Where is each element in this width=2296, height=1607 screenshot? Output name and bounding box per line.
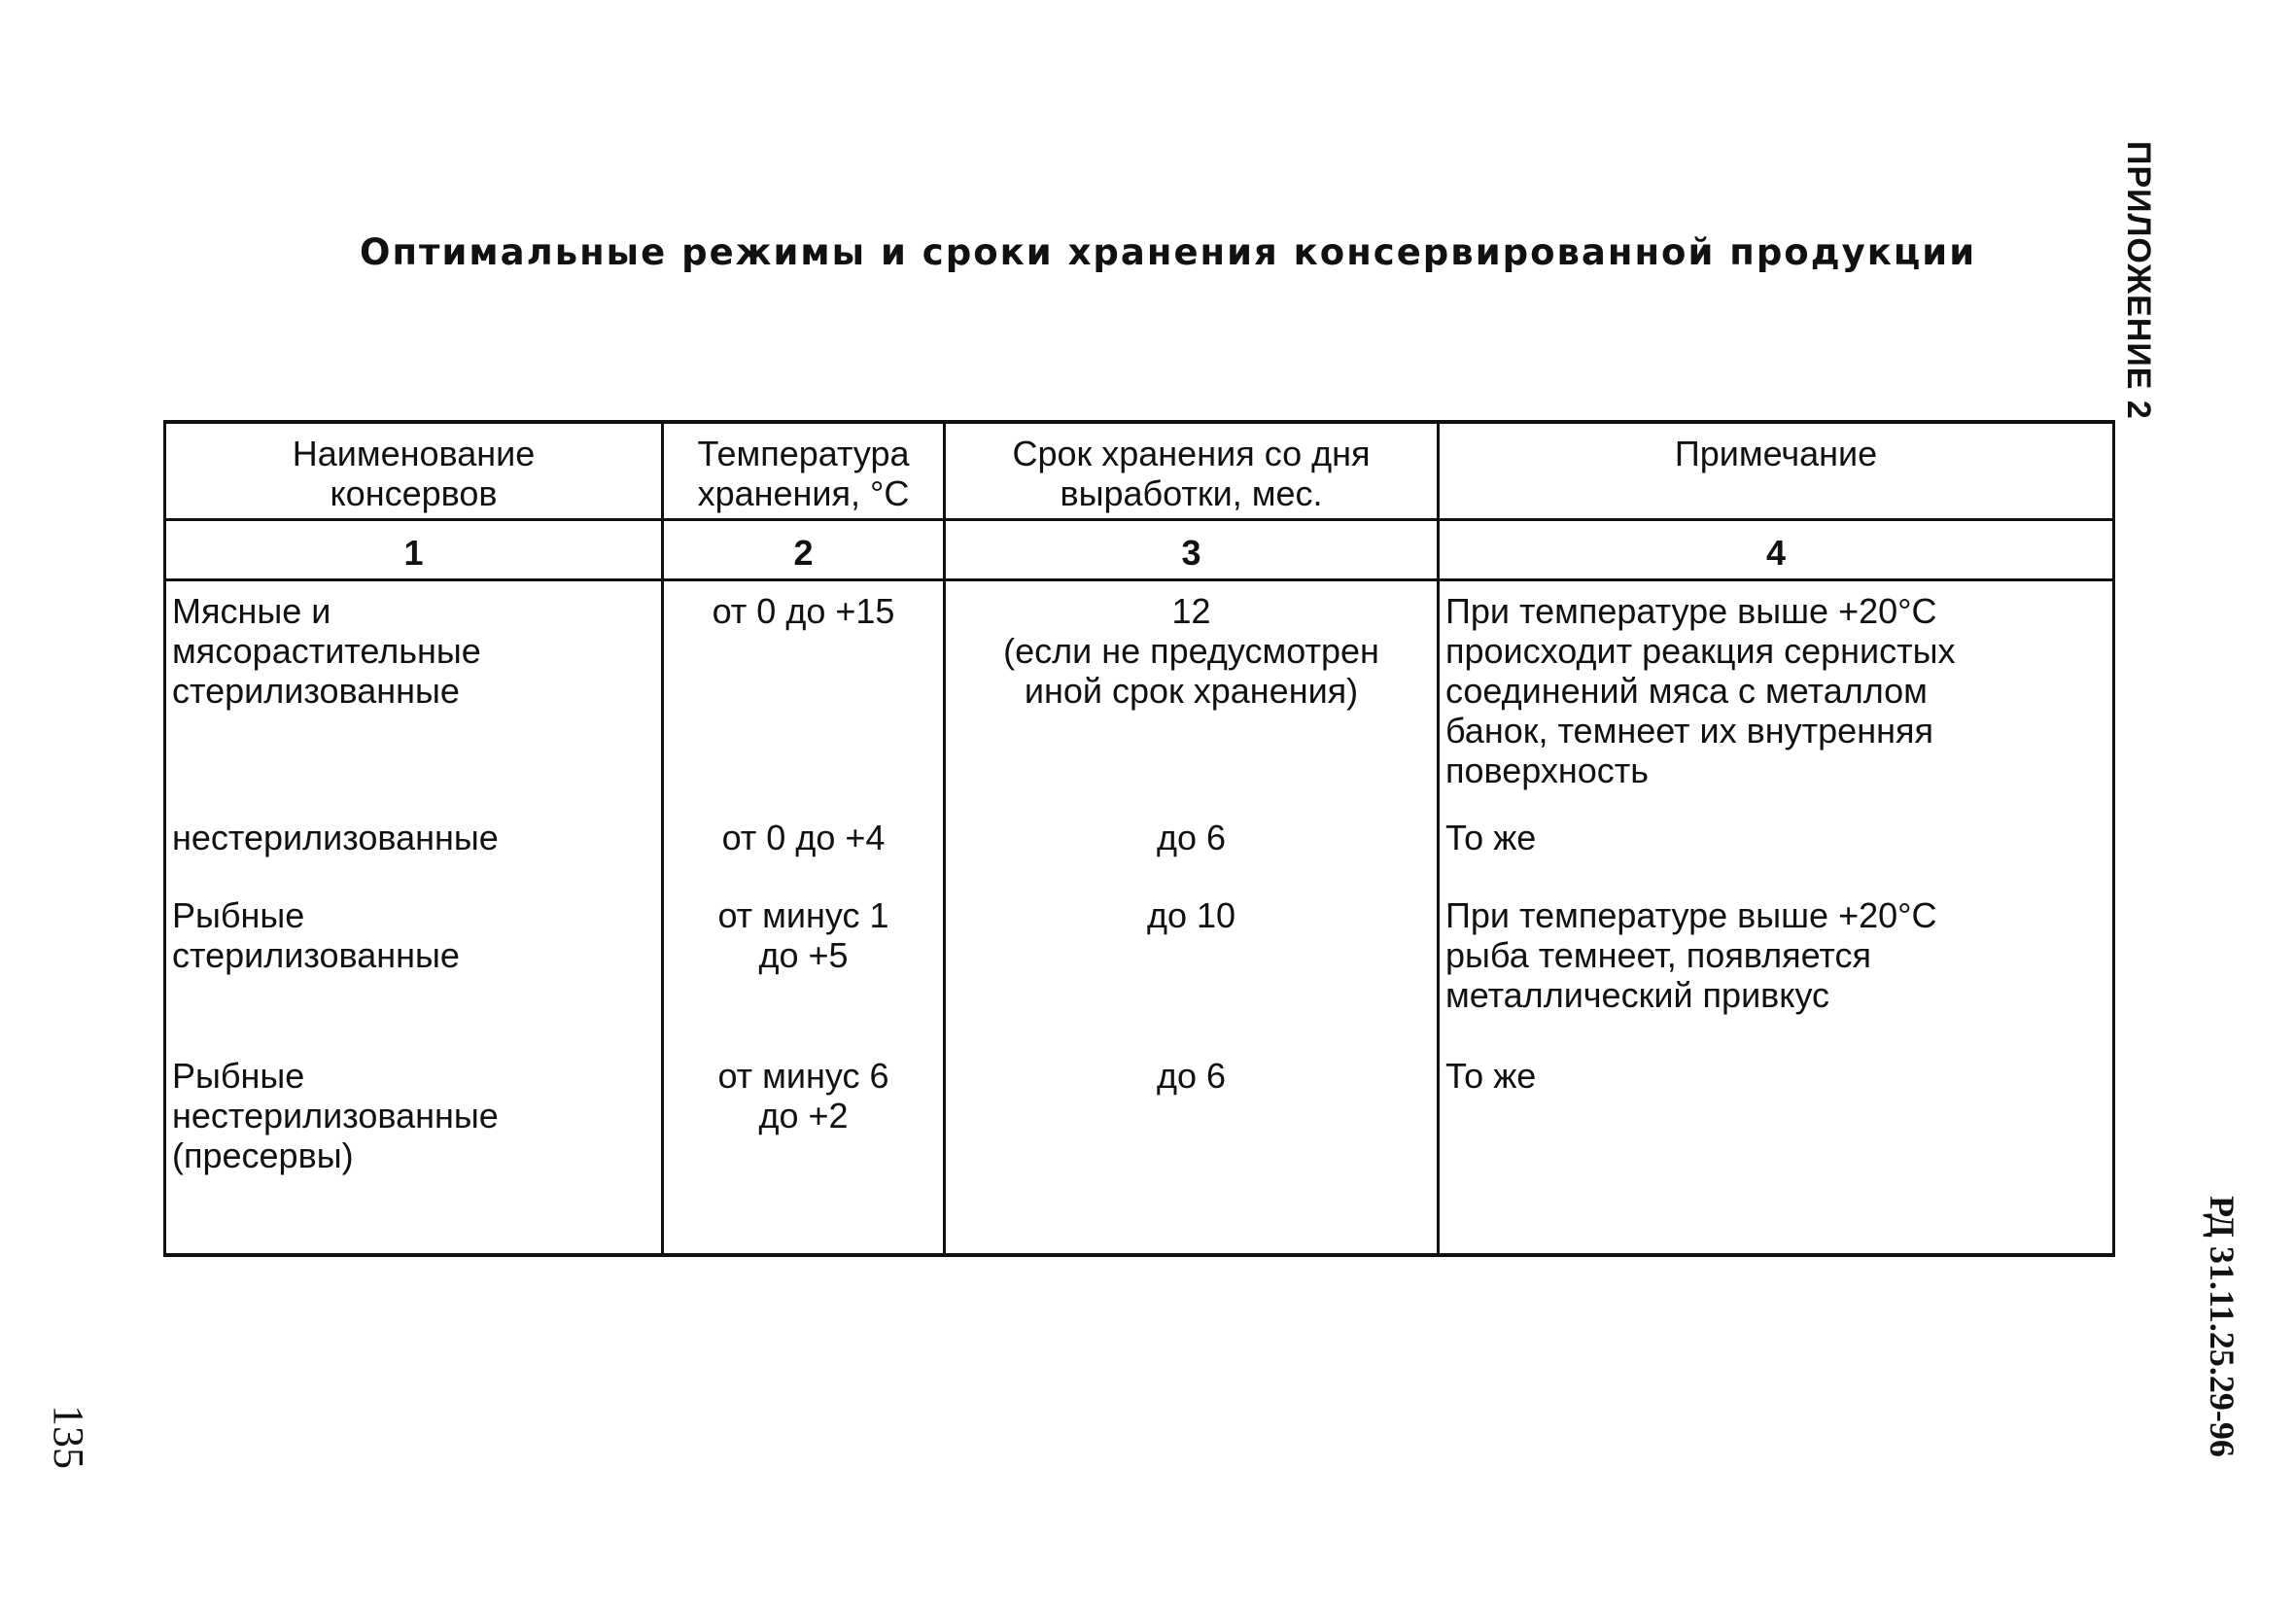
appendix-label: ПРИЛОЖЕНИЕ 2	[2120, 141, 2157, 420]
note-cell: При температуре выше +20°С рыба темнеет, появляется металлический привкус	[1439, 895, 2114, 1056]
product-name-cell: Мясные и мясорастительные стерилизованные	[165, 579, 663, 818]
column-number: 2	[663, 519, 945, 579]
table-header-row	[165, 422, 2114, 519]
header-note: Примечание	[1439, 422, 2114, 519]
term-cell: до 10	[945, 895, 1439, 1056]
product-name-cell: Рыбные нестерилизованные (пресервы)	[165, 1056, 663, 1255]
term-cell: 12 (если не предусмотрен иной срок хранения)	[945, 579, 1439, 818]
temperature-cell: от минус 6 до +2	[663, 1056, 945, 1255]
document-code: РД 31.11.25.29-96	[2203, 1196, 2242, 1457]
temperature-cell: от минус 1 до +5	[663, 895, 945, 1056]
page-title: Оптимальные режимы и сроки хранения консервированной продукции	[360, 231, 1977, 273]
column-number-row	[165, 519, 2114, 579]
table-row	[165, 1056, 2114, 1255]
term-cell: до 6	[945, 1056, 1439, 1255]
temperature-cell: от 0 до +4	[663, 818, 945, 895]
header-name: Наименование консервов	[165, 422, 663, 519]
temperature-cell: от 0 до +15	[663, 579, 945, 818]
note-cell: При температуре выше +20°С происходит реакция сернистых соединений мяса с металлом банок, темнеет их внутренняя поверхность	[1439, 579, 2114, 818]
table-row	[165, 579, 2114, 818]
column-number: 1	[165, 519, 663, 579]
note-cell: То же	[1439, 818, 2114, 895]
column-number: 3	[945, 519, 1439, 579]
table-row	[165, 895, 2114, 1056]
table-row	[165, 818, 2114, 895]
header-term: Срок хранения со дня выработки, мес.	[945, 422, 1439, 519]
storage-table	[163, 420, 2115, 1257]
header-temperature: Температура хранения, °С	[663, 422, 945, 519]
product-name-cell: нестерилизованные	[165, 818, 663, 895]
term-cell: до 6	[945, 818, 1439, 895]
page-number: 135	[45, 1405, 92, 1469]
product-name-cell: Рыбные стерилизованные	[165, 895, 663, 1056]
column-number: 4	[1439, 519, 2114, 579]
note-cell: То же	[1439, 1056, 2114, 1255]
